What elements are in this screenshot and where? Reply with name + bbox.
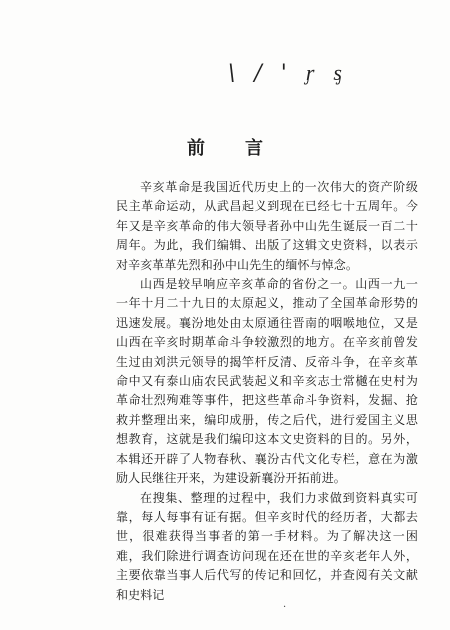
page-title: 前言 [187,138,303,159]
handwritten-mark: \ / ' ᶉ ᶊ [228,61,348,86]
paragraph: 辛亥革命是我国近代历史上的一次伟大的资产阶级民主革命运动，从武昌起义到现在已经七十五周年。今年又是辛亥革命的伟大领导者孙中山先生诞辰一百二十周年。为此，我们编辑、出版了这辑文史资料，以表示对辛亥革革先烈和孙中山先生的缅怀与悼念。 [116,180,418,272]
page-dot-mark: · [283,602,287,613]
paragraph: 在搜集、整理的过程中，我们力求做到资料真实可靠，每人每事有证有据。但辛亥时代的经历者，大都去世，很难获得当事者的第一手材料。为了解决这一困难，我们除进行调查访问现在还在世的辛亥老年人外，主要依靠当事人后代写的传记和回忆，并查阅有关文献和史料记 [116,490,418,602]
paragraph: 山西是较早响应辛亥革命的省份之一。山西一九一一年十月二十九日的太原起义，推动了全国革命形势的迅速发展。襄汾地处由太原通往晋南的咽喉地位，又是山西在辛亥时期革命斗争较激烈的地方。在辛亥前曾发生过由刘洪元领导的揭竿杆反清、反帝斗争，在辛亥革命中又有泰山庙农民武装起义和辛亥志士常樾在史村为革命壮烈殉难等事件，把这些革命斗争资料，发掘、抢救并整理出来，编印成册，传之后代，进行爱国主义思想教育，这就是我们编印这本文史资料的目的。另外，本辑还开辟了人物春秋、襄汾古代文化专栏，意在为激励人民继往开来，为建设新襄汾开拓前进。 [116,277,418,486]
body-text [116,178,418,605]
